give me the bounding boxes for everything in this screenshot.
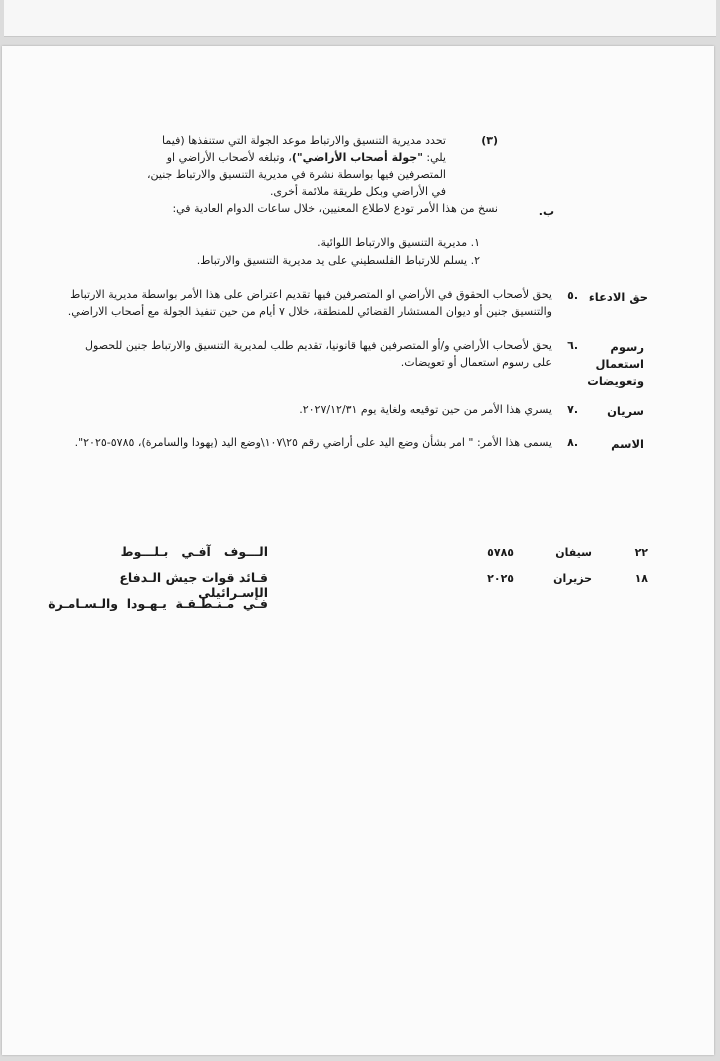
section-8-number: ٨.	[567, 436, 578, 449]
section-6-text: يحق لأصحاب الأراضي و/أو المتصرفين فيها قانونيا، تقديم طلب لمديرية التنسيق والارتباط جنين للحصول على رسوم استعمال أو تعويضات.	[85, 339, 552, 369]
signatory-name: الـــوف آفـي بـلـــوط	[120, 544, 268, 559]
gregorian-date-year: ٢٠٢٥	[487, 572, 514, 585]
section-5-text: يحق لأصحاب الحقوق في الأراضي او المتصرفين فيها تقديم اعتراض على هذا الأمر بواسطة مديرية الارتباط والتنسيق جنين أو ديوان المستشار القضائي للمنطقة، خلال ٧ أيام من حين تنفيذ الجولة مع أصحاب الاراضي.	[67, 288, 552, 318]
gregorian-date-month: حزيران	[553, 572, 592, 585]
gregorian-date-day: ١٨	[634, 572, 648, 585]
section-6-heading: رسوم استعمال وتعويضات	[587, 340, 644, 388]
para-b-item-1: ١. مديرية التنسيق والارتباط اللوائية.	[317, 236, 480, 249]
section-8-text: يسمى هذا الأمر: " امر بشأن وضع اليد على أراضي رقم ٢٥\١٠٧\وضع اليد (يهودا والسامرة)، ٥٧٨٥-٢٠٢٥".	[74, 436, 552, 449]
signatory-title-line2: فـي مـنـطـقـة يـهـودا والـسـامـرة	[48, 596, 268, 611]
section-8-heading: الاسم	[611, 437, 644, 451]
section-7-text: يسري هذا الأمر من حين توقيعه ولغاية يوم ٢٠٢٧/١٢/٣١.	[299, 403, 552, 416]
hebrew-date-month: سيفان	[555, 546, 592, 559]
para-3-text	[142, 132, 446, 200]
para-b-item-2: ٢. يسلم للارتباط الفلسطيني على يد مديرية التنسيق والارتباط.	[196, 254, 480, 267]
signatory-title-line1: قـائد قوات جيش الـدفاع الإسـرائيلي	[119, 570, 268, 600]
previous-page-edge	[4, 0, 716, 37]
para-3-marker: (٣)	[481, 134, 498, 147]
section-6-number: ٦.	[567, 339, 578, 352]
para-3-text-before: تحدد مديرية التنسيق والارتباط موعد الجولة التي ستنفذها (فيما يلي:	[162, 134, 446, 164]
section-5-heading: حق الادعاء	[588, 290, 648, 304]
hebrew-date-day: ٢٢	[634, 546, 648, 559]
document-page	[2, 46, 714, 1055]
para-3-text-after: ، وتبلغه لأصحاب الأراضي او المتصرفين فيها بواسطة نشرة في مديرية التنسيق والارتباط جنين، في الأراضي وبكل طريقة ملائمة أخرى.	[146, 151, 446, 198]
para-3-text-bold: "جولة أصحاب الأراضي")	[291, 151, 423, 164]
para-b-text: نسخ من هذا الأمر تودع لاطلاع المعنيين، خلال ساعات الدوام العادية في:	[172, 202, 498, 215]
section-7-heading: سريان	[607, 404, 644, 418]
para-b-marker: ب.	[538, 205, 554, 218]
hebrew-date-year: ٥٧٨٥	[487, 546, 514, 559]
section-5-number: ٥.	[567, 289, 578, 302]
section-7-number: ٧.	[567, 403, 578, 416]
